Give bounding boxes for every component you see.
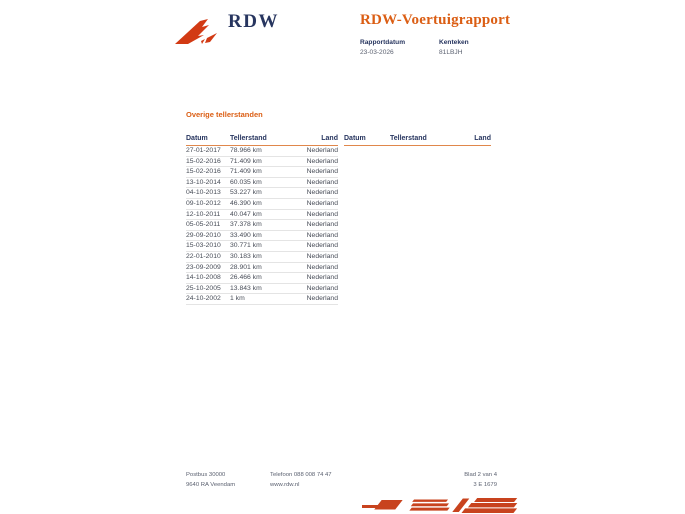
kenteken-label: Kenteken xyxy=(439,39,469,46)
odometer-table-left xyxy=(186,134,338,305)
table-row xyxy=(186,251,338,262)
table-row xyxy=(186,294,338,305)
col-header-tellerstand: Tellerstand xyxy=(390,134,450,146)
report-date-block xyxy=(360,39,439,56)
cell-tellerstand: 1 km xyxy=(230,294,286,305)
cell-datum: 14-10-2008 xyxy=(186,273,230,284)
table-row xyxy=(186,230,338,241)
footer-form-code: 3 E 1679 xyxy=(473,482,497,488)
cell-datum: 13-10-2014 xyxy=(186,177,230,188)
cell-land: Nederland xyxy=(286,177,338,188)
odometer-tables xyxy=(186,134,491,305)
footer-phone: Telefoon 088 008 74 47 xyxy=(270,472,332,478)
cell-tellerstand: 46.390 km xyxy=(230,198,286,209)
table-header-row xyxy=(186,134,338,146)
cell-datum: 09-10-2012 xyxy=(186,198,230,209)
cell-tellerstand: 30.771 km xyxy=(230,241,286,252)
cell-land: Nederland xyxy=(286,167,338,178)
cell-datum: 15-02-2016 xyxy=(186,167,230,178)
cell-tellerstand: 26.466 km xyxy=(230,273,286,284)
cell-land: Nederland xyxy=(286,188,338,199)
section-title: Overige tellerstanden xyxy=(186,110,263,119)
cell-land: Nederland xyxy=(286,220,338,231)
table-row xyxy=(186,273,338,284)
cell-tellerstand: 71.409 km xyxy=(230,167,286,178)
table-row xyxy=(186,209,338,220)
col-header-datum: Datum xyxy=(344,134,390,146)
cell-land: Nederland xyxy=(286,294,338,305)
table-row xyxy=(186,146,338,157)
cell-tellerstand: 30.183 km xyxy=(230,251,286,262)
table-header-row xyxy=(344,134,491,146)
footer-city: 9640 RA Veendam xyxy=(186,482,236,488)
table-row xyxy=(186,167,338,178)
col-header-datum: Datum xyxy=(186,134,230,146)
footer-address xyxy=(186,470,270,490)
cell-datum: 25-10-2005 xyxy=(186,283,230,294)
cell-datum: 29-09-2010 xyxy=(186,230,230,241)
footer-postbus: Postbus 30000 xyxy=(186,472,226,478)
cell-land: Nederland xyxy=(286,209,338,220)
cell-tellerstand: 53.227 km xyxy=(230,188,286,199)
col-header-land: Land xyxy=(286,134,338,146)
cell-land: Nederland xyxy=(286,146,338,157)
rdw-logo xyxy=(174,12,279,47)
cell-land: Nederland xyxy=(286,283,338,294)
cell-tellerstand: 40.047 km xyxy=(230,209,286,220)
table-row xyxy=(186,262,338,273)
cell-datum: 27-01-2017 xyxy=(186,146,230,157)
cell-tellerstand: 13.843 km xyxy=(230,283,286,294)
rdw-stripes-graphic xyxy=(362,497,528,514)
footer-contact xyxy=(270,470,464,490)
report-meta xyxy=(360,39,520,56)
table-row xyxy=(186,188,338,199)
cell-datum: 23-09-2009 xyxy=(186,262,230,273)
cell-tellerstand: 28.901 km xyxy=(230,262,286,273)
col-header-tellerstand: Tellerstand xyxy=(230,134,286,146)
rdw-wing-icon xyxy=(174,17,222,47)
cell-datum: 12-10-2011 xyxy=(186,209,230,220)
cell-tellerstand: 71.409 km xyxy=(230,156,286,167)
table-row xyxy=(186,156,338,167)
table-row xyxy=(186,283,338,294)
cell-land: Nederland xyxy=(286,230,338,241)
cell-datum: 22-01-2010 xyxy=(186,251,230,262)
report-date-label: Rapportdatum xyxy=(360,39,406,46)
table-row xyxy=(186,220,338,231)
table-row xyxy=(186,177,338,188)
title-block xyxy=(360,12,520,56)
cell-land: Nederland xyxy=(286,198,338,209)
cell-tellerstand: 60.035 km xyxy=(230,177,286,188)
col-header-land: Land xyxy=(450,134,491,146)
footer-page-number: Blad 2 van 4 xyxy=(464,472,497,478)
page-footer xyxy=(186,470,497,490)
cell-tellerstand: 33.490 km xyxy=(230,230,286,241)
report-title: RDW-Voertuigrapport xyxy=(360,12,511,28)
table-row xyxy=(186,198,338,209)
cell-land: Nederland xyxy=(286,241,338,252)
logo-text: RDW xyxy=(228,11,279,32)
cell-tellerstand: 78.966 km xyxy=(230,146,286,157)
cell-tellerstand: 37.378 km xyxy=(230,220,286,231)
table-row xyxy=(186,241,338,252)
cell-datum: 24-10-2002 xyxy=(186,294,230,305)
cell-land: Nederland xyxy=(286,251,338,262)
cell-land: Nederland xyxy=(286,156,338,167)
footer-website-link[interactable]: www.rdw.nl xyxy=(270,482,300,488)
cell-datum: 04-10-2013 xyxy=(186,188,230,199)
cell-land: Nederland xyxy=(286,262,338,273)
kenteken-block xyxy=(439,39,518,56)
odometer-table-right xyxy=(344,134,491,305)
kenteken-value: 81LBJH xyxy=(439,49,463,56)
cell-datum: 05-05-2011 xyxy=(186,220,230,231)
cell-land: Nederland xyxy=(286,273,338,284)
cell-datum: 15-02-2016 xyxy=(186,156,230,167)
cell-datum: 15-03-2010 xyxy=(186,241,230,252)
report-date-value: 23-03-2026 xyxy=(360,49,394,56)
footer-pagination xyxy=(464,470,497,490)
